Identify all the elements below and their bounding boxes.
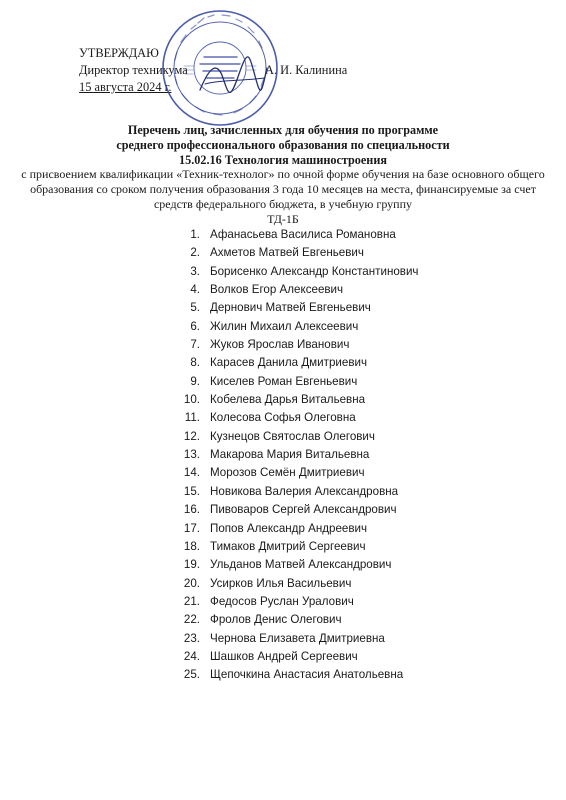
list-item-number: 20. bbox=[183, 576, 200, 590]
list-item-number: 17. bbox=[183, 521, 200, 535]
list-item bbox=[160, 648, 358, 666]
director-position: Директор техникума bbox=[79, 63, 188, 77]
list-item bbox=[160, 520, 368, 538]
list-item-number: 13. bbox=[183, 448, 200, 462]
list-item-number: 10. bbox=[183, 393, 200, 407]
list-item-number: 21. bbox=[183, 594, 200, 608]
list-item bbox=[160, 336, 350, 354]
list-item bbox=[160, 226, 396, 244]
list-item bbox=[160, 318, 359, 336]
student-name: Фролов Денис Олегович bbox=[210, 613, 342, 627]
group-name: ТД-1Б bbox=[267, 212, 299, 226]
student-name: Колесова Софья Олеговна bbox=[210, 411, 356, 425]
director-signature bbox=[195, 48, 270, 108]
list-item bbox=[160, 538, 366, 556]
list-item bbox=[160, 281, 344, 299]
subtitle-text: с присвоением квалификации «Техник-технолог» по очной форме обучения на базе основного общего образования со сроком получения образования 3 года 10 месяцев на места, финансируемые за счет средств федерального бюджета, в учебную группу bbox=[21, 167, 545, 211]
list-item bbox=[160, 263, 419, 281]
title-line-3: 15.02.16 Технология машиностроения bbox=[179, 152, 387, 167]
student-name: Жилин Михаил Алексеевич bbox=[210, 319, 359, 333]
approval-date: 15 августа 2024 г. bbox=[79, 80, 172, 94]
student-name: Афанасьева Василиса Романовна bbox=[210, 228, 396, 241]
list-item-number: 8. bbox=[190, 356, 200, 370]
list-item-number: 5. bbox=[190, 301, 200, 315]
list-item-number: 9. bbox=[190, 374, 200, 388]
student-name: Волков Егор Алексеевич bbox=[210, 283, 344, 297]
list-item bbox=[160, 483, 399, 501]
list-item-number: 23. bbox=[183, 631, 200, 645]
list-item bbox=[160, 428, 375, 446]
list-item bbox=[160, 373, 358, 391]
student-name: Кобелева Дарья Витальевна bbox=[210, 393, 366, 407]
list-item-number: 19. bbox=[183, 558, 200, 572]
list-item-number: 22. bbox=[183, 613, 200, 627]
student-name: Ульданов Матвей Александрович bbox=[210, 558, 392, 572]
list-item-number: 12. bbox=[183, 429, 200, 443]
list-item bbox=[160, 630, 385, 648]
student-name: Дернович Матвей Евгеньевич bbox=[210, 301, 371, 315]
student-name: Борисенко Александр Константинович bbox=[210, 264, 419, 278]
student-name: Щепочкина Анастасия Анатольевна bbox=[210, 668, 404, 682]
list-item bbox=[160, 501, 397, 519]
title-line-1: Перечень лиц, зачисленных для обучения по программе bbox=[127, 123, 439, 137]
student-name: Макарова Мария Витальевна bbox=[210, 448, 370, 462]
list-item-number: 11. bbox=[184, 411, 200, 425]
list-item-number: 25. bbox=[183, 668, 200, 682]
list-item bbox=[160, 464, 365, 482]
student-name: Тимаков Дмитрий Сергеевич bbox=[210, 539, 366, 553]
list-item bbox=[160, 666, 404, 684]
list-item-number: 2. bbox=[190, 246, 200, 260]
list-item bbox=[160, 354, 367, 372]
student-name: Федосов Руслан Уралович bbox=[210, 594, 354, 608]
student-name: Киселев Роман Евгеньевич bbox=[210, 374, 358, 388]
student-name: Шашков Андрей Сергеевич bbox=[210, 649, 358, 663]
list-item-number: 3. bbox=[190, 264, 200, 278]
list-item-number: 18. bbox=[183, 539, 200, 553]
student-name: Новикова Валерия Александровна bbox=[210, 484, 399, 498]
approval-label: УТВЕРЖДАЮ bbox=[79, 46, 159, 60]
list-item-number: 16. bbox=[183, 503, 200, 517]
student-name: Ахметов Матвей Евгеньевич bbox=[210, 246, 364, 260]
list-item bbox=[160, 575, 352, 593]
list-item bbox=[160, 611, 342, 629]
list-item bbox=[160, 409, 356, 427]
document-title bbox=[40, 123, 526, 167]
signer-name: А. И. Калинина bbox=[265, 63, 348, 77]
list-item-number: 24. bbox=[183, 649, 200, 663]
list-item-number: 14. bbox=[183, 466, 200, 480]
list-item-number: 7. bbox=[190, 338, 200, 352]
student-name: Пивоваров Сергей Александрович bbox=[210, 503, 397, 517]
list-item bbox=[160, 391, 366, 409]
list-item bbox=[160, 244, 364, 262]
list-item bbox=[160, 446, 370, 464]
student-name: Чернова Елизавета Дмитриевна bbox=[210, 631, 385, 645]
student-name: Попов Александр Андреевич bbox=[210, 521, 368, 535]
student-name: Карасев Данила Дмитриевич bbox=[210, 356, 367, 370]
student-list bbox=[160, 226, 419, 685]
student-name: Жуков Ярослав Иванович bbox=[210, 338, 350, 352]
document-subtitle bbox=[20, 167, 546, 227]
title-line-2: среднего профессионального образования по специальности bbox=[116, 137, 450, 152]
list-item-number: 6. bbox=[190, 319, 200, 333]
list-item bbox=[160, 593, 354, 611]
student-name: Кузнецов Святослав Олегович bbox=[210, 429, 375, 443]
list-item-number: 4. bbox=[190, 283, 200, 297]
list-item-number: 15. bbox=[183, 484, 200, 498]
list-item-number: 1. bbox=[190, 228, 200, 241]
student-name: Усирков Илья Васильевич bbox=[210, 576, 352, 590]
list-item bbox=[160, 299, 371, 317]
student-name: Морозов Семён Дмитриевич bbox=[210, 466, 365, 480]
list-item bbox=[160, 556, 392, 574]
